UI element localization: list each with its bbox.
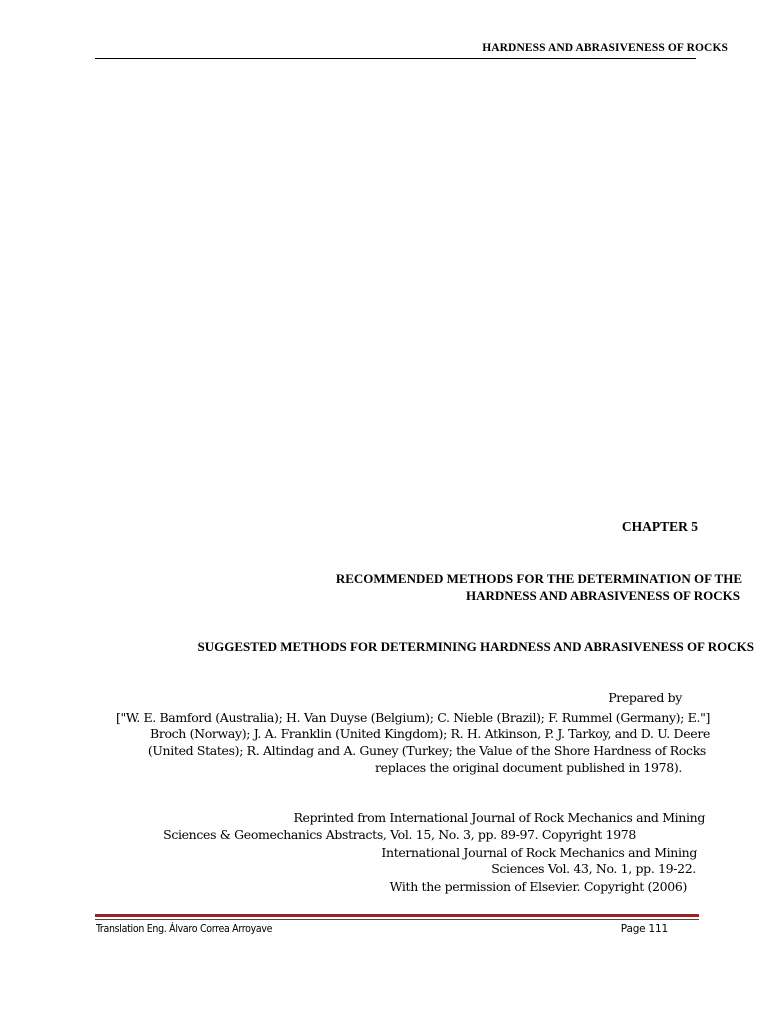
footer-rule-thin <box>95 919 699 920</box>
footer-page-number: Page 111 <box>620 923 668 935</box>
reprint-line-3: International Journal of Rock Mechanics and Mining <box>381 845 697 860</box>
footer-rule <box>95 914 699 917</box>
prepared-by-label: Prepared by <box>608 690 682 705</box>
header-rule <box>95 58 696 59</box>
authors-line-4: replaces the original document published in 1978). <box>375 760 682 775</box>
reprint-line-1: Reprinted from International Journal of Rock Mechanics and Mining <box>293 810 705 825</box>
chapter-title-line-2: HARDNESS AND ABRASIVENESS OF ROCKS <box>465 588 740 603</box>
reprint-line-4: Sciences Vol. 43, No. 1, pp. 19-22. <box>491 861 696 876</box>
chapter-title-line-1: RECOMMENDED METHODS FOR THE DETERMINATION OF THE <box>335 571 742 586</box>
authors-line-1: ["W. E. Bamford (Australia); H. Van Duyse (Belgium); C. Nieble (Brazil); F. Rummel (Germany); E."] <box>115 710 710 725</box>
footer-translator: Translation Eng. Álvaro Correa Arroyave <box>96 923 273 935</box>
chapter-label: CHAPTER 5 <box>621 519 698 534</box>
authors-line-3: (United States); R. Altindag and A. Guney (Turkey; the Value of the Shore Hardness of Rocks <box>147 743 706 758</box>
chapter-subtitle: SUGGESTED METHODS FOR DETERMINING HARDNESS AND ABRASIVENESS OF ROCKS <box>197 639 754 654</box>
reprint-line-2: Sciences & Geomechanics Abstracts, Vol. 15, No. 3, pp. 89-97. Copyright 1978 <box>163 827 636 842</box>
authors-line-2: Broch (Norway); J. A. Franklin (United Kingdom); R. H. Atkinson, P. J. Tarkoy, and D. U. Deere <box>150 726 710 741</box>
running-header: HARDNESS AND ABRASIVENESS OF ROCKS <box>482 42 728 54</box>
reprint-line-5: With the permission of Elsevier. Copyright (2006) <box>389 879 687 894</box>
